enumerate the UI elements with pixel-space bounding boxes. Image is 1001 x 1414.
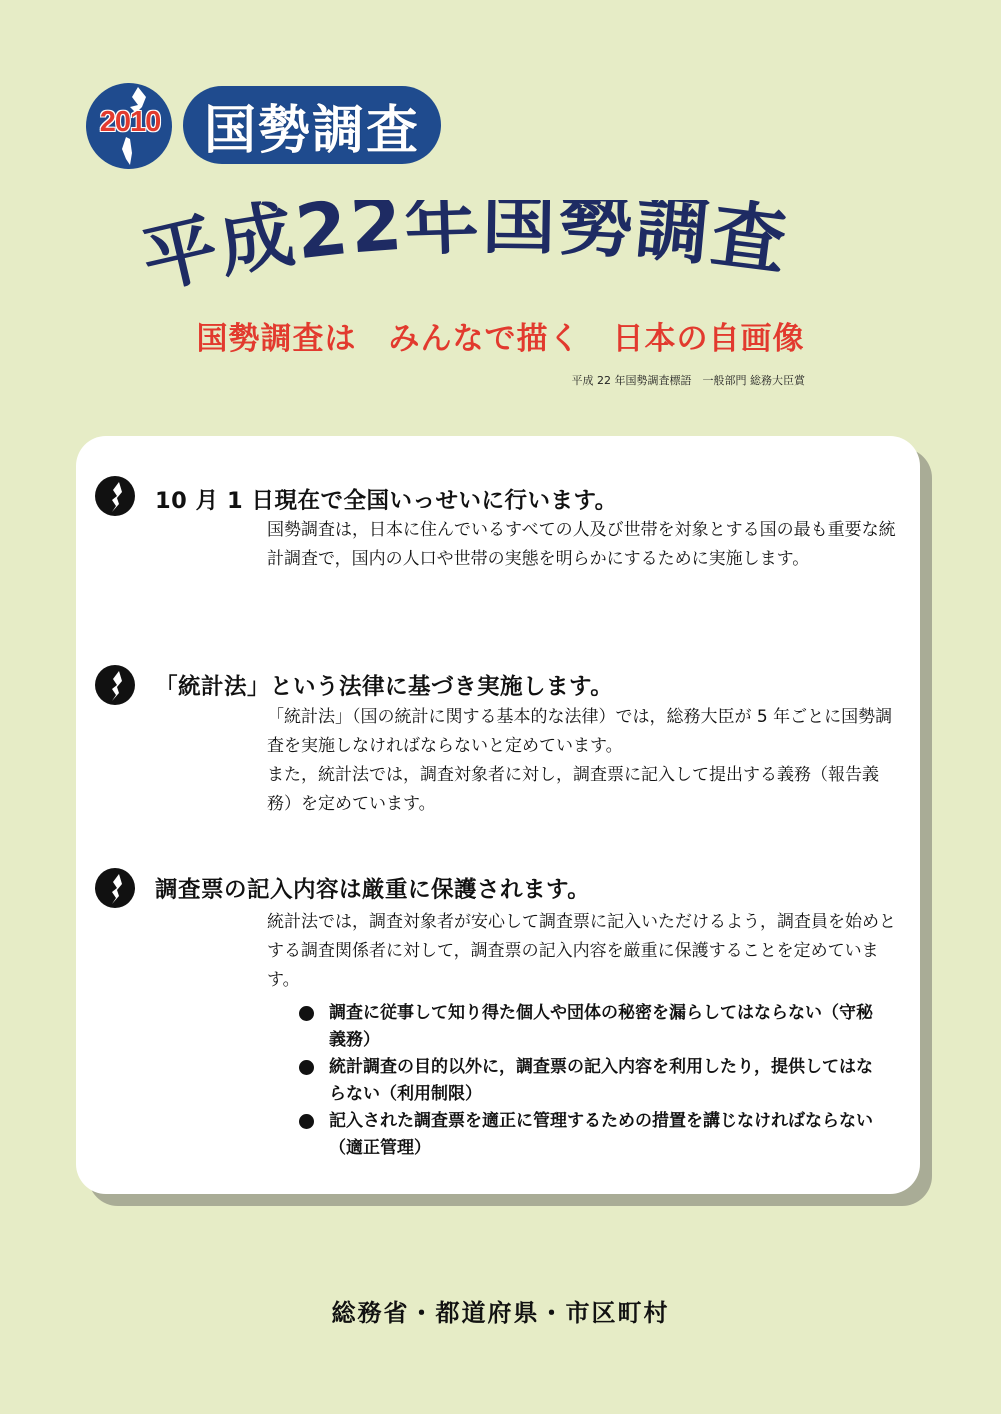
logo-pill-text: 国勢調査 — [203, 100, 420, 161]
logo-year: 2010 — [99, 106, 161, 138]
japan-map-icon — [95, 868, 135, 908]
japan-map-icon — [95, 476, 135, 516]
list-item-text: 調査に従事して知り得た個人や団体の秘密を漏らしてはならない（守秘義務） — [329, 1003, 873, 1050]
section-body — [267, 516, 897, 574]
list-item — [297, 1054, 887, 1108]
slogan: 国勢調査は みんなで描く 日本の自画像 — [196, 321, 805, 357]
section-body — [267, 703, 897, 819]
section-heading: 「統計法」という法律に基づき実施します。 — [155, 674, 614, 700]
section-body — [267, 908, 897, 995]
bullet-icon — [299, 1006, 314, 1021]
slogan-award: 平成 22 年国勢調査標語 一般部門 総務大臣賞 — [571, 374, 805, 387]
section-heading: 調査票の記入内容は厳重に保護されます。 — [155, 877, 591, 903]
bullet-icon — [299, 1114, 314, 1129]
protection-list — [297, 1000, 887, 1162]
section-heading: 10 月 1 日現在で全国いっせいに行います。 — [155, 488, 618, 514]
list-item — [297, 1108, 887, 1162]
list-item — [297, 1000, 887, 1054]
section-paragraph: 国勢調査は，日本に住んでいるすべての人及び世帯を対象とする国の最も重要な統計調査で，国内の人口や世帯の実態を明らかにするために実施します。 — [267, 520, 896, 569]
list-item-text: 記入された調査票を適正に管理するための措置を講じなければならない（適正管理） — [329, 1111, 873, 1158]
main-title — [140, 200, 860, 310]
list-item-text: 統計調査の目的以外に，調査票の記入内容を利用したり，提供してはならない（利用制限） — [329, 1057, 873, 1104]
logo-pill — [183, 86, 441, 164]
main-title-svg — [140, 200, 860, 310]
section-paragraph: 「統計法」（国の統計に関する基本的な法律）では，総務大臣が 5 年ごとに国勢調査を実施しなければならないと定めています。 — [267, 707, 893, 756]
section-paragraph: 統計法では，調査対象者が安心して調査票に記入いただけるよう，調査員を始めとする調査関係者に対して，調査票の記入内容を厳重に保護することを定めています。 — [267, 912, 896, 990]
japan-map-icon — [95, 665, 135, 705]
section-paragraph: また，統計法では，調査対象者に対し，調査票に記入して提出する義務（報告義務）を定めています。 — [267, 765, 879, 814]
bullet-icon — [299, 1060, 314, 1075]
issuer-footer: 総務省・都道府県・市区町村 — [331, 1299, 670, 1327]
main-title-textpath: 平成22年国勢調査 — [140, 200, 793, 305]
main-title-text — [140, 200, 793, 305]
